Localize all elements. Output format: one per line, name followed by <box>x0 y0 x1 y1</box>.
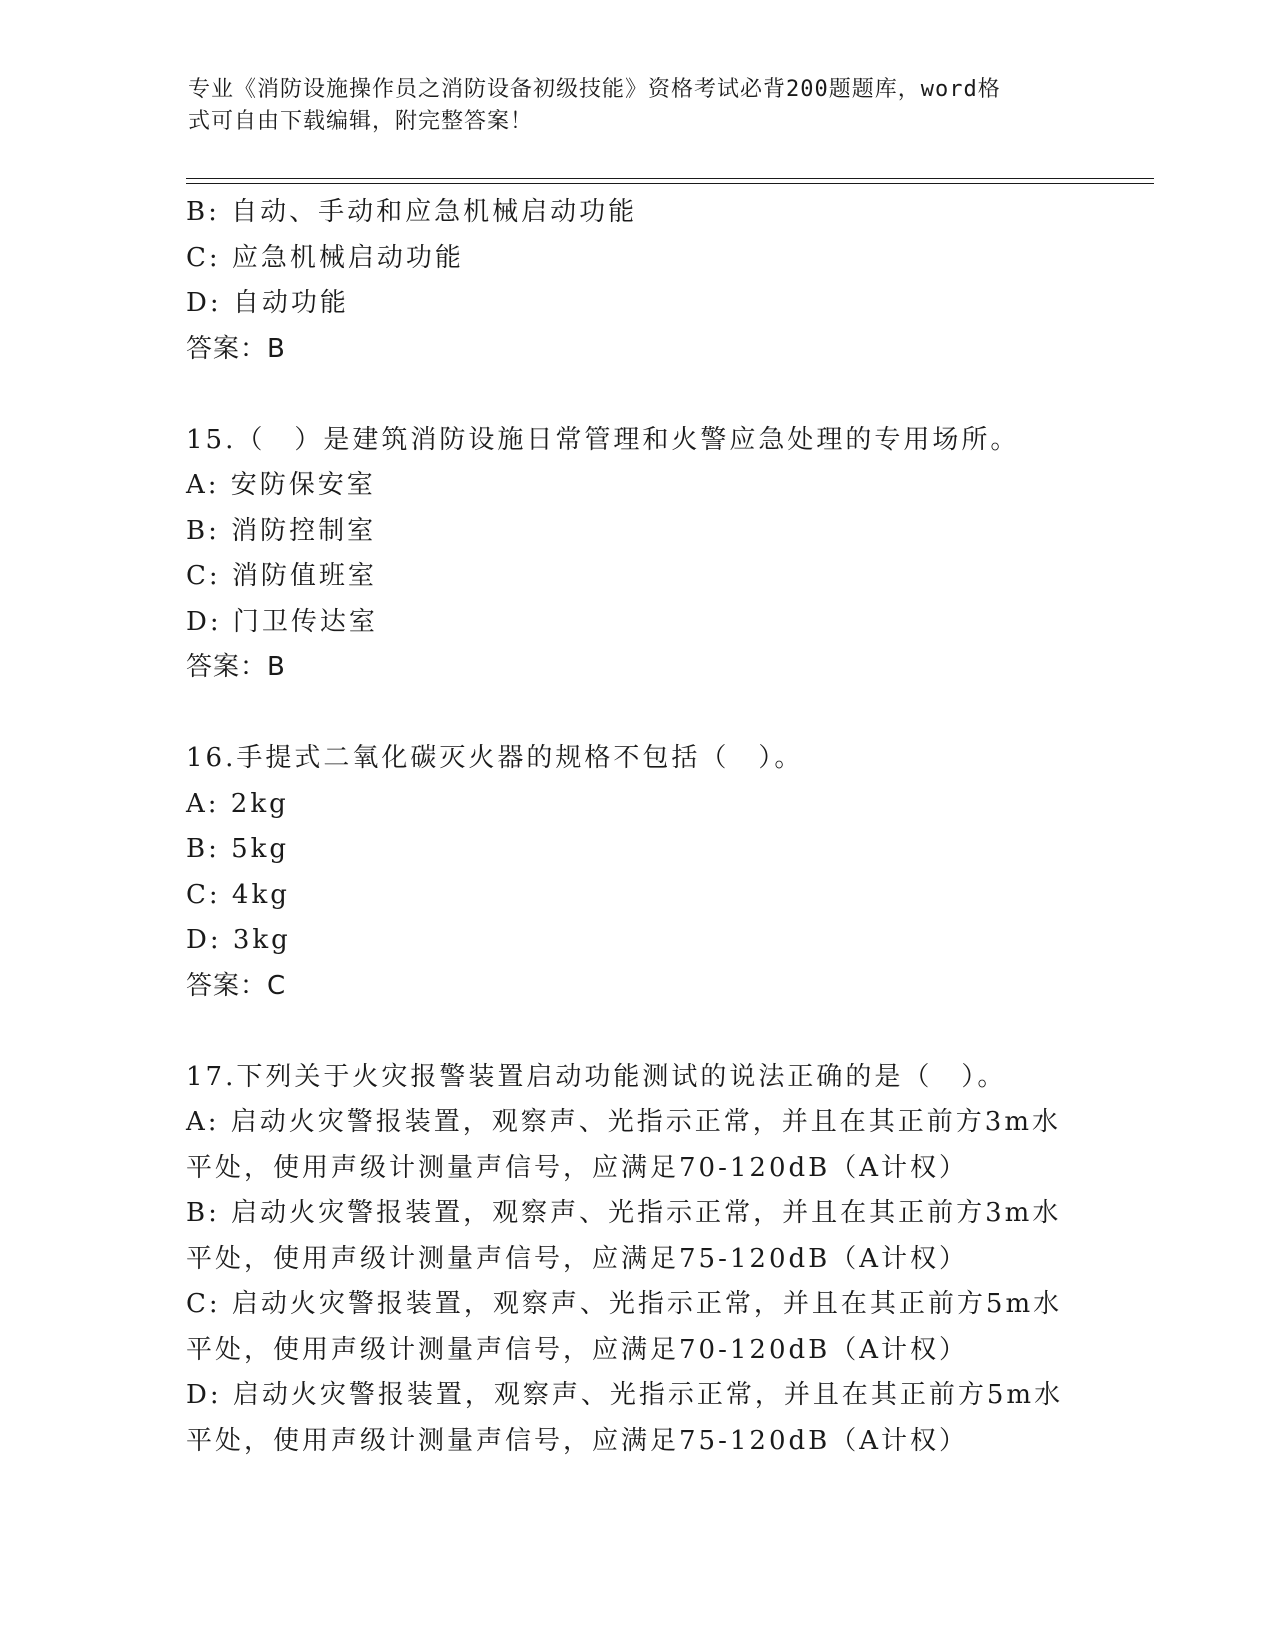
option-d-line-2: 平处，使用声级计测量声信号，应满足75-120dB（A计权） <box>186 1425 969 1456</box>
question-16 <box>186 736 1086 1009</box>
option-b: B: 5kg <box>186 834 290 864</box>
document-header <box>188 74 1068 138</box>
answer-line: 答案：B <box>186 333 286 364</box>
option-d: D: 自动功能 <box>186 288 349 318</box>
header-divider-top <box>186 178 1154 179</box>
option-c: C: 消防值班室 <box>186 561 377 591</box>
option-c-line-2: 平处，使用声级计测量声信号，应满足70-120dB（A计权） <box>186 1334 969 1365</box>
question-stem: 17.下列关于火灾报警装置启动功能测试的说法正确的是（ ）。 <box>186 1061 1007 1092</box>
header-line-1: 专业《消防设施操作员之消防设备初级技能》资格考试必背200题题库，word格 <box>188 77 1001 102</box>
question-spacer <box>186 372 1086 418</box>
option-a-line-1: A: 启动火灾警报装置，观察声、光指示正常，并且在其正前方3m水 <box>186 1107 1061 1137</box>
option-a: A: 安防保安室 <box>186 470 376 500</box>
option-d-line-1: D: 启动火灾警报装置，观察声、光指示正常，并且在其正前方5m水 <box>186 1380 1064 1410</box>
option-b-line-2: 平处，使用声级计测量声信号，应满足75-120dB（A计权） <box>186 1243 969 1274</box>
option-c: C: 应急机械启动功能 <box>186 242 464 273</box>
answer-line: 答案：B <box>186 652 286 682</box>
question-14-continuation <box>186 190 1086 372</box>
option-a-line-2: 平处，使用声级计测量声信号，应满足70-120dB（A计权） <box>186 1152 969 1183</box>
question-stem: 15.（ ）是建筑消防设施日常管理和火警应急处理的专用场所。 <box>186 424 1020 455</box>
question-17 <box>186 1055 1086 1465</box>
header-divider-bottom <box>186 183 1154 184</box>
option-a: A: 2kg <box>186 788 289 819</box>
option-b: B: 自动、手动和应急机械启动功能 <box>186 197 638 227</box>
option-c: C: 4kg <box>186 879 290 910</box>
option-c-line-1: C: 启动火灾警报装置，观察声、光指示正常，并且在其正前方5m水 <box>186 1289 1063 1319</box>
question-spacer <box>186 691 1086 737</box>
question-spacer <box>186 1009 1086 1055</box>
header-line-2: 式可自由下载编辑，附完整答案！ <box>188 109 534 134</box>
option-d: D: 3kg <box>186 925 291 955</box>
option-b: B: 消防控制室 <box>186 515 377 546</box>
answer-line: 答案：C <box>186 970 287 1001</box>
question-stem: 16.手提式二氧化碳灭火器的规格不包括（ ）。 <box>186 743 804 773</box>
question-content <box>186 190 1086 1464</box>
question-15 <box>186 418 1086 691</box>
option-b-line-1: B: 启动火灾警报装置，观察声、光指示正常，并且在其正前方3m水 <box>186 1198 1062 1228</box>
option-d: D: 门卫传达室 <box>186 606 378 637</box>
